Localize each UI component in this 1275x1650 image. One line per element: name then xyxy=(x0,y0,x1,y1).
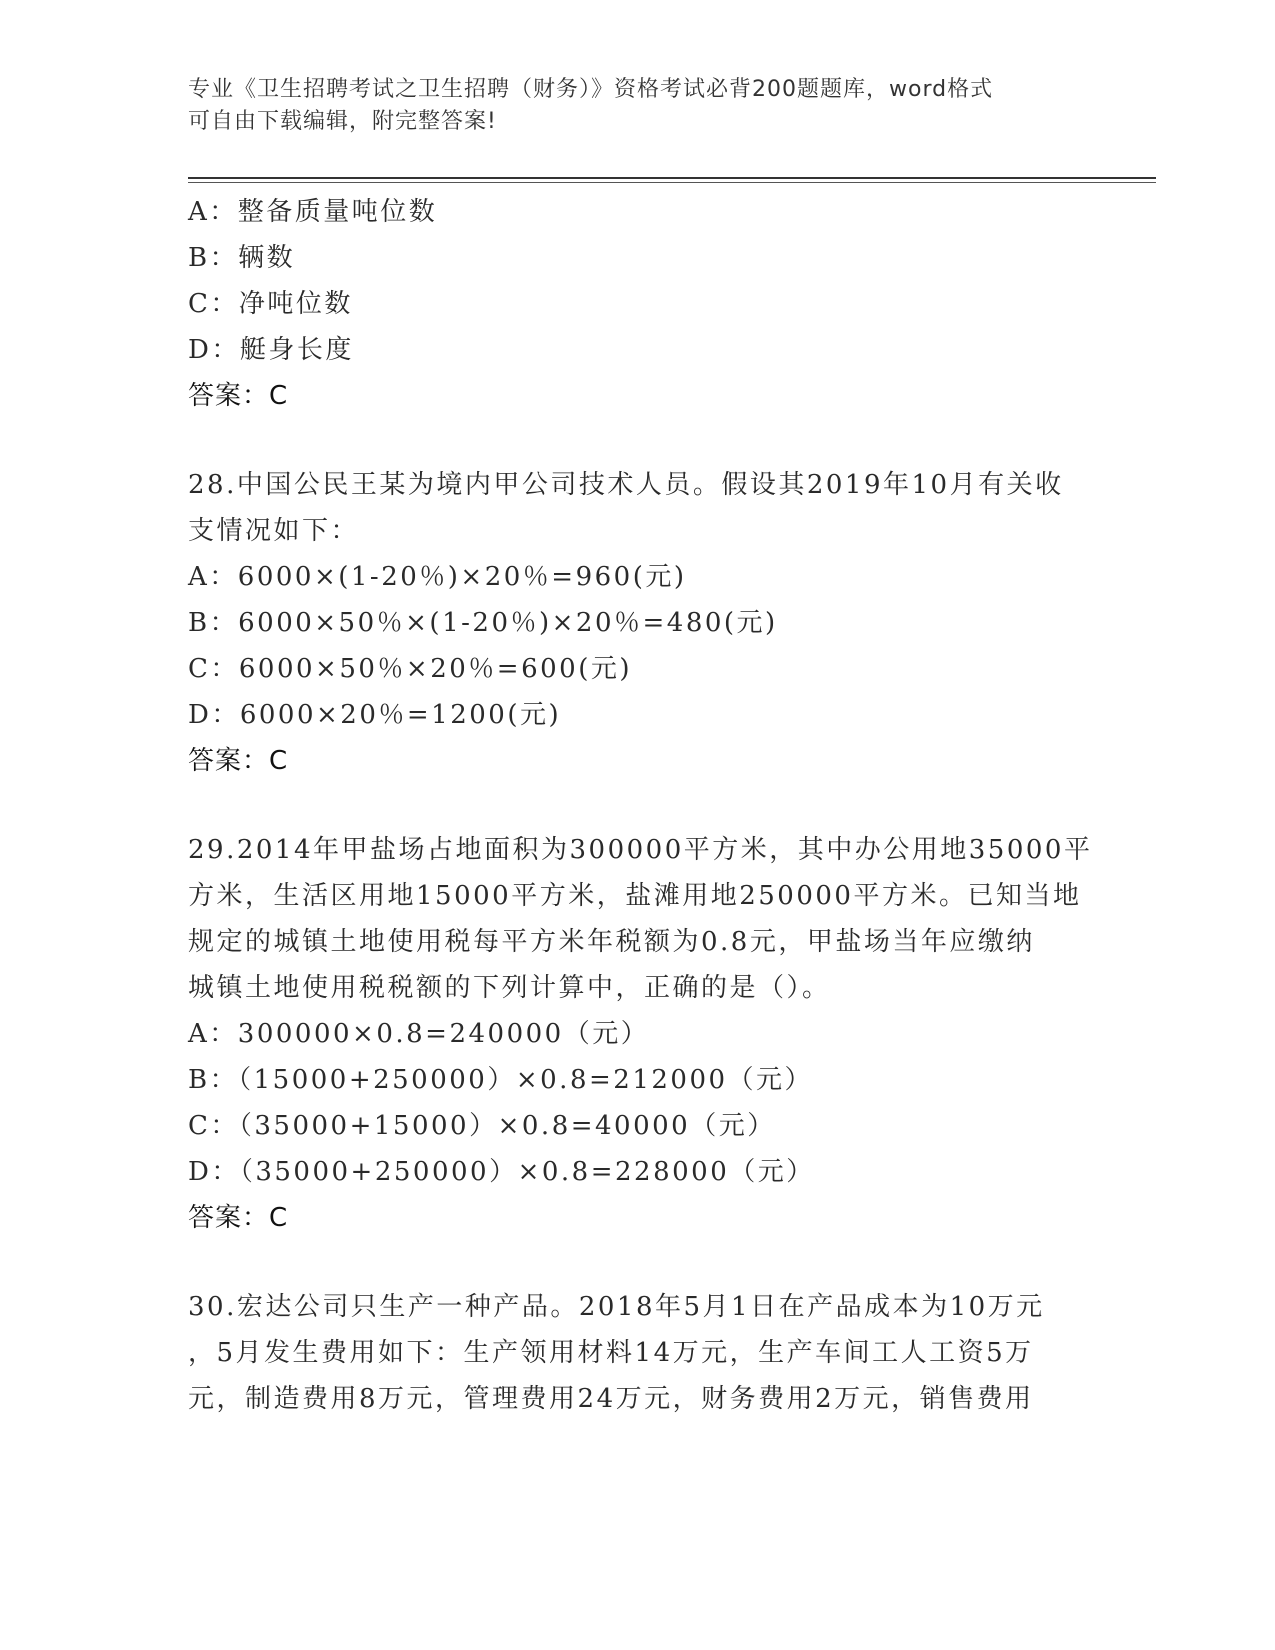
header-title-line-2: 可自由下载编辑，附完整答案! xyxy=(188,109,497,134)
option-d: D：（35000+250000）×0.8=228000（元） xyxy=(188,1157,815,1187)
option-d: D：6000×20％=1200(元) xyxy=(188,700,562,730)
document-header xyxy=(188,74,1068,138)
option-c: C：6000×50％×20％=600(元) xyxy=(188,654,632,684)
question-spacer xyxy=(188,1241,1088,1284)
question-stem-line: ，5月发生费用如下：生产领用材料14万元，生产车间工人工资5万 xyxy=(188,1338,1034,1368)
answer-line: 答案：C xyxy=(188,746,289,776)
question-content xyxy=(188,189,1093,1422)
question-spacer xyxy=(188,419,1088,462)
question-28 xyxy=(188,462,1088,784)
header-title-line-1: 专业《卫生招聘考试之卫生招聘（财务）》资格考试必背200题题库，word格式 xyxy=(188,77,994,102)
question-spacer xyxy=(188,784,1088,827)
question-29 xyxy=(188,827,1093,1241)
option-b: B：6000×50％×(1-20％)×20％=480(元) xyxy=(188,608,778,638)
answer-line: 答案：C xyxy=(188,1203,289,1233)
option-a: A：6000×(1-20％)×20％=960(元) xyxy=(188,562,687,592)
header-divider-thick xyxy=(188,177,1156,179)
option-a: A：整备质量吨位数 xyxy=(188,197,438,227)
question-stem-line: 支情况如下： xyxy=(188,516,360,546)
option-b: B：辆数 xyxy=(188,243,296,273)
question-stem-line: 29.2014年甲盐场占地面积为300000平方米，其中办公用地35000平 xyxy=(188,835,1093,865)
question-30 xyxy=(188,1284,1088,1422)
option-c: C：净吨位数 xyxy=(188,289,353,319)
question-stem-line: 城镇土地使用税税额的下列计算中，正确的是（）。 xyxy=(188,973,831,1003)
question-stem-line: 元，制造费用8万元，管理费用24万元，财务费用2万元，销售费用 xyxy=(188,1384,1034,1414)
question-stem-line: 28.中国公民王某为境内甲公司技术人员。假设其2019年10月有关收 xyxy=(188,470,1064,500)
question-stem-line: 方米，生活区用地15000平方米，盐滩用地250000平方米。已知当地 xyxy=(188,881,1082,911)
question-stem-line: 30.宏达公司只生产一种产品。2018年5月1日在产品成本为10万元 xyxy=(188,1292,1045,1322)
question-27 xyxy=(188,189,1088,419)
option-b: B：（15000+250000）×0.8=212000（元） xyxy=(188,1065,814,1095)
option-a: A：300000×0.8=240000（元） xyxy=(188,1019,650,1049)
option-d: D：艇身长度 xyxy=(188,335,354,365)
header-divider-thin xyxy=(188,182,1156,183)
option-c: C：（35000+15000）×0.8=40000（元） xyxy=(188,1111,776,1141)
question-stem-line: 规定的城镇土地使用税每平方米年税额为0.8元，甲盐场当年应缴纳 xyxy=(188,927,1035,957)
answer-line: 答案：C xyxy=(188,381,289,411)
